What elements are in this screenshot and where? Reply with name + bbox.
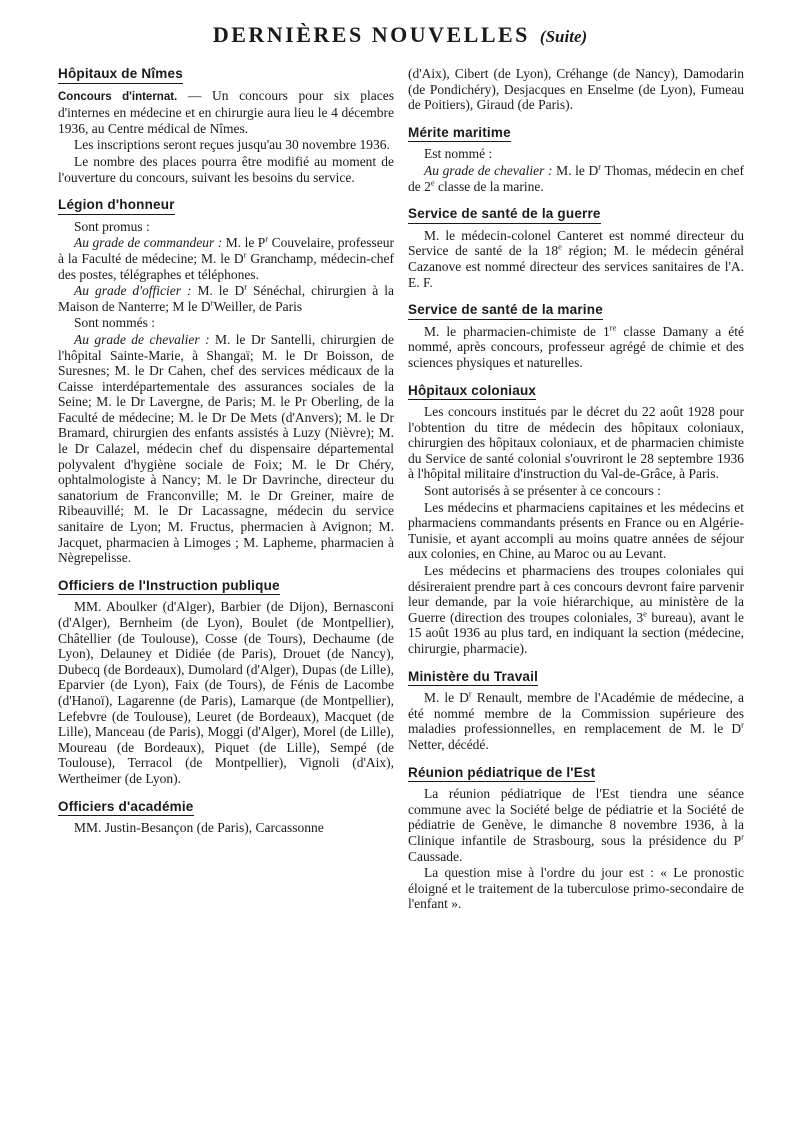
paragraph: Au grade de commandeur : M. le $P^r$ Couvelaire, professeur à la Faculté de médecine; M. le $D^r$ Granchamp, médecin-chef des postes, télégraphes et téléphones. — [58, 233, 394, 282]
section-heading: Service de santé de la marine — [408, 302, 603, 320]
section-hopitaux-coloniaux — [408, 383, 744, 657]
paragraph: Sont promus : — [74, 218, 150, 234]
paragraph: Sont autorisés à se présenter à ce concours : — [424, 483, 661, 499]
section-ministere-travail — [408, 669, 744, 753]
paragraph: MM. Aboulker (d'Alger), Barbier (de Dijon), Bernasconi (d'Alger), Bernheim (de Lyon), Boulet (de Montpellier), Châtellier (de Toulouse), Cosse (de Tours), Dechaume (de Lyon), Delauney et Didiée (de Paris), Drouet (de Nancy), Dubecq (de Bordeaux), Dumolard (d'Alger), Dupas (de Lille), Eparvier (de Lyon), Faix (de Tours), de Fénis de Lacombe (d'Hanoï), Lagarenne (de Paris), Lamarque (de Montpellier), Lefebvre (de Toulouse), Leuret (de Bordeaux), Macquet (de Lille), Manceau (de Paris), Moggi (d'Alger), Morel (de Lille), Moureau (de Bordeaux), Piquet (de Lille), Sempé (de Toulouse), Terracol (de Montpellier), Vignoli (d'Aix), Wertheimer (de Lyon). — [58, 599, 394, 786]
section-instruction-publique — [58, 578, 394, 787]
section-heading: Mérite maritime — [408, 125, 511, 143]
paragraph: La question mise à l'ordre du jour est : « Le pronostic éloigné et le traitement de la tuberculose primo-secondaire de l'enfant ». — [408, 865, 744, 912]
paragraph: Sont nommés : — [74, 315, 156, 331]
paragraph: Le nombre des places pourra être modifié au moment de l'ouverture du concours, suivant les besoins du service. — [58, 153, 394, 185]
section-hopitaux-nimes — [58, 66, 394, 185]
section-heading: Réunion pédiatrique de l'Est — [408, 765, 595, 783]
paragraph: Est nommé : — [424, 146, 493, 162]
paragraph: Les concours institués par le décret du 22 août 1928 pour l'obtention du titre de médecin des hôpitaux coloniaux, chirurgien des hôpitaux coloniaux, et de pharmacien chimiste du Service de santé colonial s'ouvriront le 28 septembre 1936 à l'hôpital militaire d'instruction du Val-de-Grâce, à Paris. — [408, 404, 744, 482]
paragraph: Les médecins et pharmaciens des troupes coloniales qui désireraient prendre part à ces concours devront faire parvenir leur demande, par la voie hiérarchique, au ministère de la Guerre (direction des troupes coloniales, 3e bureau), avant le 15 août 1936 au plus tard, en indiquant la section (médecine, chirurgie, pharmacie). — [408, 563, 745, 656]
paragraph: M. le médecin-colonel Canteret est nommé directeur du Service de santé de la 18e région; M. le médecin général Cazanove est nommé directeur des services sanitaires de l'A. E. F. — [408, 227, 744, 290]
section-officiers-academie — [58, 799, 394, 836]
section-heading: Légion d'honneur — [58, 197, 175, 215]
section-merite-maritime — [408, 125, 744, 194]
section-heading: Ministère du Travail — [408, 669, 538, 687]
paragraph: Concours d'internat. — Un concours pour six places d'internes en médecine et en chirurgie aura lieu le 4 décembre 1936, au Centre médical de Nîmes. — [58, 87, 394, 136]
section-sante-marine — [408, 302, 744, 370]
paragraph: M. le $D^r$ Renault, membre de l'Académie de médecine, a été nommé membre de la Commission supérieure des maladies professionnelles, en remplacement de M. le $D^r$ Netter, décédé. — [408, 688, 744, 752]
paragraph: (d'Aix), Cibert (de Lyon), Créhange (de Nancy), Damodarin (de Pondichéry), Desjacques en Enselme (de Lyon), Fumeau de Poitiers), Giraud (de Paris). — [408, 66, 744, 113]
right-column — [408, 66, 744, 924]
section-heading: Hôpitaux de Nîmes — [58, 66, 183, 84]
paragraph: M. le pharmacien-chimiste de 1re classe Damany a été nommé, après concours, professeur agrégé de chimie et des sciences physiques et naturelles. — [408, 322, 744, 370]
section-legion-honneur — [58, 197, 394, 566]
section-continuation — [408, 66, 744, 113]
section-heading: Service de santé de la guerre — [408, 206, 601, 224]
page-title: DERNIÈRES NOUVELLES — [212, 22, 530, 47]
paragraph: Au grade de chevalier : M. le Dr Santelli, chirurgien de l'hôpital Sainte-Marie, à Shangaï; M. le Dr Boisson, de Suresnes; M. le Dr Cahen, chef des services médicaux de la Caisse interdépartementale des assurances sociales de la Seine; M. le Dr Lavergne, de Paris; M. le Pr Oberling, de la Faculté de médecine; M. le Dr De Mets (d'Anvers); M. le Dr Bramard, chirurgien des enfants assistés à Luzy (Nièvre); M. le Dr Calazel, médecin chef du dispensaire départemental polyvalent d'hygiène sociale de Foix; M. le Dr Chéry, ophtalmologiste à Nancy; M. le Dr Davrinche, directeur du sanatorium de Franconville; M. le Dr Greiner, maire de Ribeauvillé; M. le Dr Lacassagne, médecin du service sanitaire de Lyon; M. Fructus, phermacien à Avignon; M. Jacquet, pharmacien à Limoges ; M. Lapheme, pharmacien à Nègrepelisse. — [58, 331, 395, 566]
paragraph: Au grade d'officier : M. le $D^r$ Sénéchal, chirurgien à la Maison de Nanterre; M le $D^rWeiller$, de Paris — [58, 281, 394, 314]
section-heading: Officiers d'académie — [58, 799, 194, 817]
section-reunion-pediatrique — [408, 765, 744, 912]
page-subtitle: (Suite) — [539, 27, 588, 46]
left-column — [58, 66, 394, 848]
paragraph: Au grade de chevalier : M. le $D^r$ Thomas, médecin en chef de 2e classe de la marine. — [408, 161, 744, 194]
paragraph: La réunion pédiatrique de l'Est tiendra une séance commune avec la Société belge de pédiatrie et la Société de pédiatrie de Genève, le dimanche 8 novembre 1936, à la Clinique infantile de Strasbourg, sous la présidence du $P^r$ Caussade. — [408, 786, 744, 864]
paragraph: Les médecins et pharmaciens capitaines et les médecins et pharmaciens commandants présents en France ou en Algérie-Tunisie, et ayant accompli au moins quatre années de séjour aux colonies, en Chine, au Maroc ou au Levant. — [408, 499, 744, 562]
section-heading: Hôpitaux coloniaux — [408, 383, 536, 401]
section-heading: Officiers de l'Instruction publique — [58, 578, 280, 596]
page-header — [0, 22, 800, 48]
paragraph: MM. Justin-Besançon (de Paris), Carcassonne — [74, 820, 324, 836]
lead-text: Concours d'internat. — [58, 90, 178, 103]
section-sante-guerre — [408, 206, 744, 290]
paragraph: Les inscriptions seront reçues jusqu'au 30 novembre 1936. — [74, 137, 390, 153]
